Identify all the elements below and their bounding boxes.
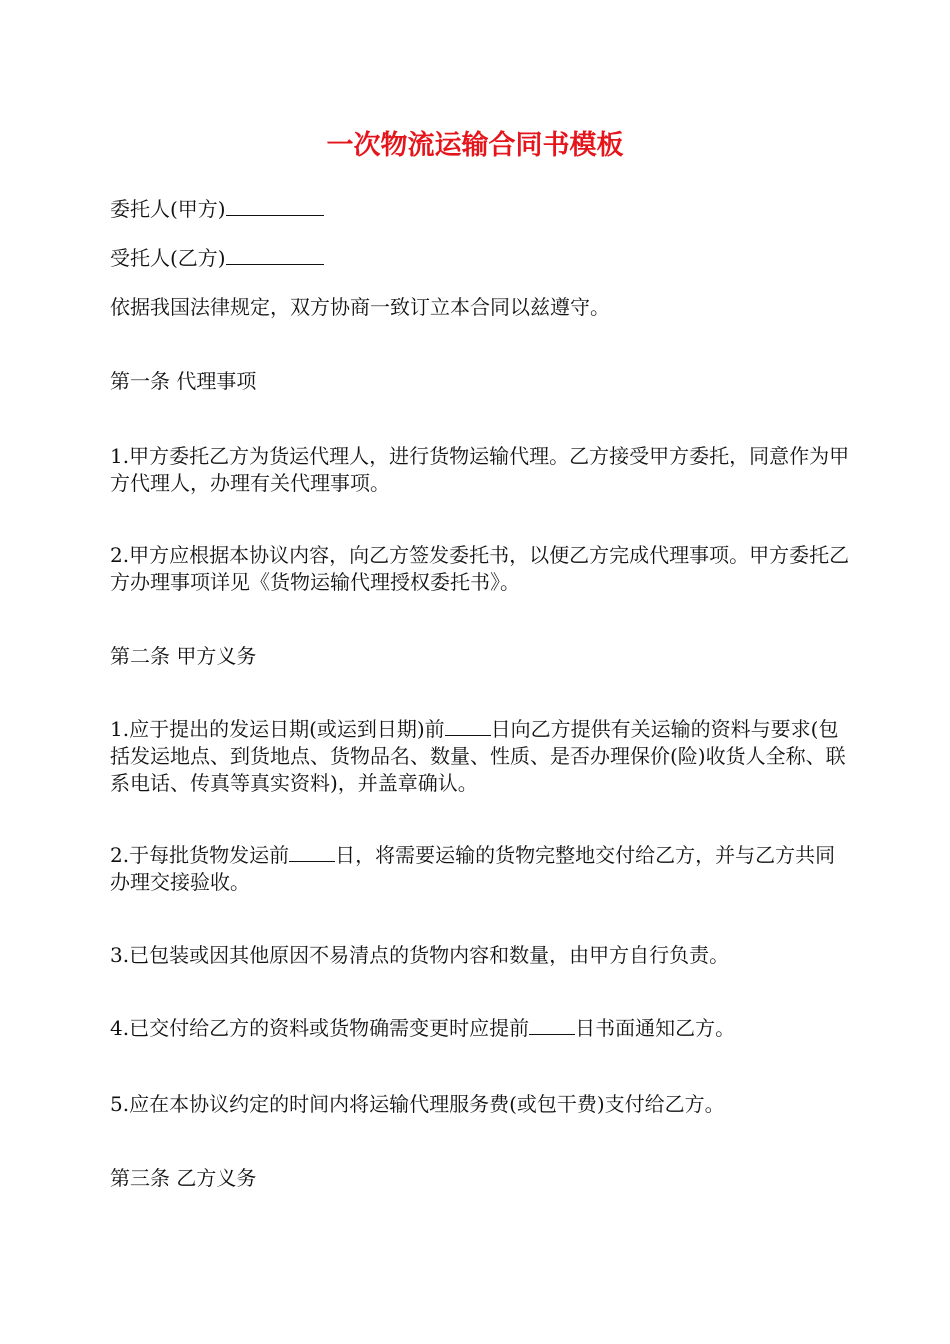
article1-heading: 第一条 代理事项	[110, 369, 257, 393]
document-title: 一次物流运输合同书模板	[326, 130, 624, 161]
article2-item4-text-end: 日书面通知乙方。	[575, 1016, 736, 1040]
article2-item4-text-start: 4.已交付给乙方的资料或货物确需变更时应提前	[110, 1016, 530, 1040]
party-b-label: 受托人(乙方)	[110, 246, 226, 270]
party-b-line	[110, 245, 850, 272]
article2-item5: 5.应在本协议约定的时间内将运输代理服务费(或包干费)支付给乙方。	[110, 1092, 725, 1116]
article2-item1	[110, 716, 850, 797]
article1-item2: 2.甲方应根据本协议内容，向乙方签发委托书，以便乙方完成代理事项。甲方委托乙方办理事项详见《货物运输代理授权委托书》。	[110, 543, 850, 594]
article1-item1: 1.甲方委托乙方为货运代理人，进行货物运输代理。乙方接受甲方委托，同意作为甲方代理人，办理有关代理事项。	[110, 444, 850, 495]
article2-item3: 3.已包装或因其他原因不易清点的货物内容和数量，由甲方自行负责。	[110, 943, 730, 967]
article2-item2	[110, 842, 850, 896]
preamble: 依据我国法律规定，双方协商一致订立本合同以兹遵守。	[110, 295, 610, 319]
party-a-label: 委托人(甲方)	[110, 197, 226, 221]
article3-heading: 第三条 乙方义务	[110, 1166, 257, 1190]
party-a-line	[110, 196, 850, 223]
article2-item4	[110, 1015, 850, 1042]
article2-item1-text-start: 1.应于提出的发运日期(或运到日期)前	[110, 717, 445, 741]
party-b-blank	[226, 246, 324, 265]
article2-item2-text-start: 2.于每批货物发运前	[110, 843, 290, 867]
article2-item1-blank	[445, 717, 491, 736]
article2-item2-text-end: 日，将需要运输的货物完整地交付给乙方，并与乙方共同办理交接验收。	[110, 843, 836, 894]
article2-heading: 第二条 甲方义务	[110, 644, 257, 668]
article2-item2-blank	[289, 843, 335, 862]
article2-item4-blank	[529, 1016, 575, 1035]
party-a-blank	[226, 197, 324, 216]
article2-item1-text-end: 日向乙方提供有关运输的资料与要求(包括发运地点、到货地点、货物品名、数量、性质、是否办理保价(险)收货人全称、联系电话、传真等真实资料)，并盖章确认。	[110, 717, 846, 795]
